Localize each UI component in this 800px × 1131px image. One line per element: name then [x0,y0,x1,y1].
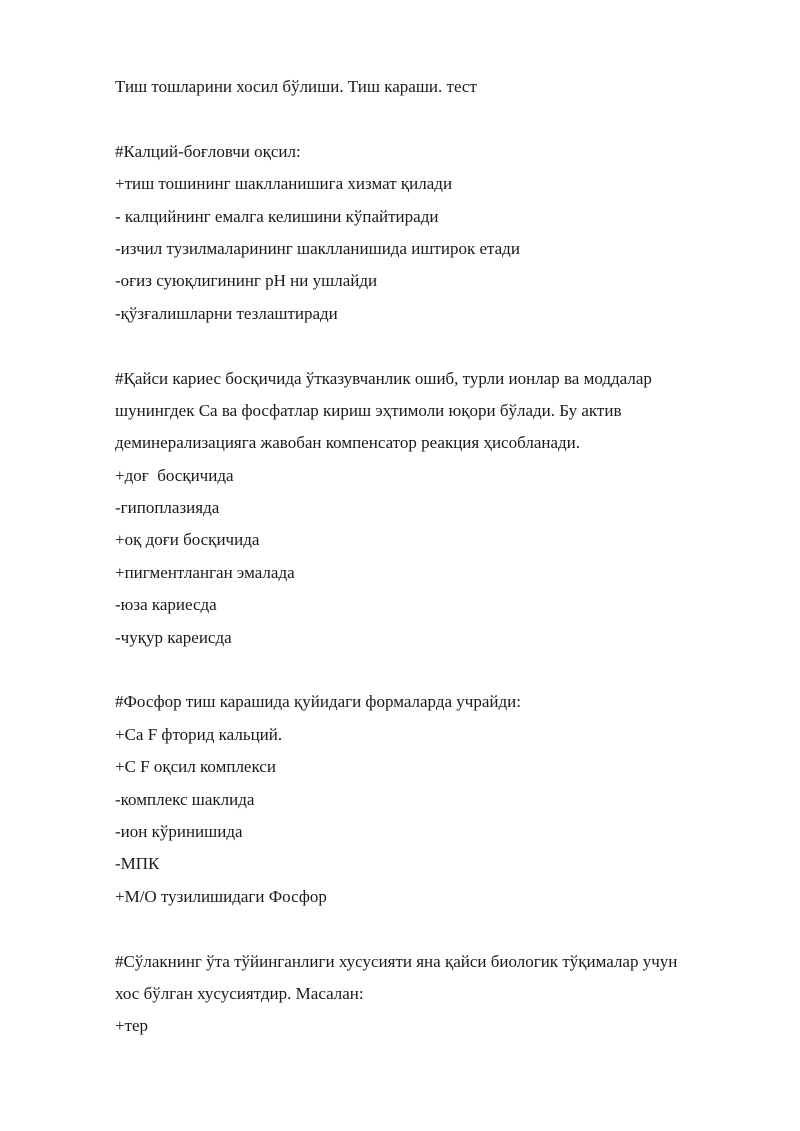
answer-option: +доғ босқичида [115,465,234,485]
answer-option: -чуқур кареисда [115,627,232,647]
question-block [115,946,755,1043]
answer-option: -изчил тузилмаларининг шаклланишида иштирок етади [115,238,520,258]
blank-line [115,103,755,135]
answer-option: +Са F фторид кальций. [115,724,283,744]
question-text: деминерализацияга жавобан компенсатор реакция ҳисобланади. [115,433,581,453]
answer-option: -юза кариесда [115,595,217,615]
document-content [115,71,755,1043]
blank-line [115,654,755,686]
answer-option: +оқ доғи босқичида [115,530,260,550]
answer-option: -комплекс шаклида [115,789,255,809]
question-text: #Фосфор тиш карашида қуйидаги формаларда учрайди: [115,692,521,712]
answer-option: +С F оқсил комплекси [115,757,276,777]
answer-option: -оғиз суюқлигининг pH ни ушлайди [115,271,378,291]
answer-option: - калцийнинг емалга келишини кўпайтиради [115,206,439,226]
answer-option: -МПК [115,854,160,874]
question-text: хос бўлган хусусиятдир. Масалан: [115,983,364,1003]
question-text: шунингдек Са ва фосфатлар кириш эҳтимоли юқори бўлади. Бу актив [115,400,622,420]
question-text: #Қайси кариес босқичида ўтказувчанлик ошиб, турли ионлар ва моддалар [115,368,652,388]
answer-option: +тиш тошининг шаклланишига хизмат қилади [115,174,453,194]
question-block [115,136,755,330]
answer-option: -қўзғалишларни тезлаштиради [115,303,338,323]
blank-line [115,330,755,362]
document-title: Тиш тошларини хосил бўлиши. Тиш караши. тест [115,77,477,96]
blank-line [115,913,755,945]
answer-option: -гипоплазияда [115,498,220,518]
question-text: #Калций-боғловчи оқсил: [115,141,301,161]
answer-option: -ион кўринишида [115,821,243,841]
question-block [115,363,755,655]
answer-option: +пигментланган эмалада [115,562,295,582]
answer-option: +тер [115,1016,149,1036]
question-block [115,686,755,913]
question-text: #Сўлакнинг ўта тўйинганлиги хусусияти яна қайси биологик тўқималар учун [115,951,678,971]
answer-option: +М/О тузилишидаги Фосфор [115,886,327,906]
